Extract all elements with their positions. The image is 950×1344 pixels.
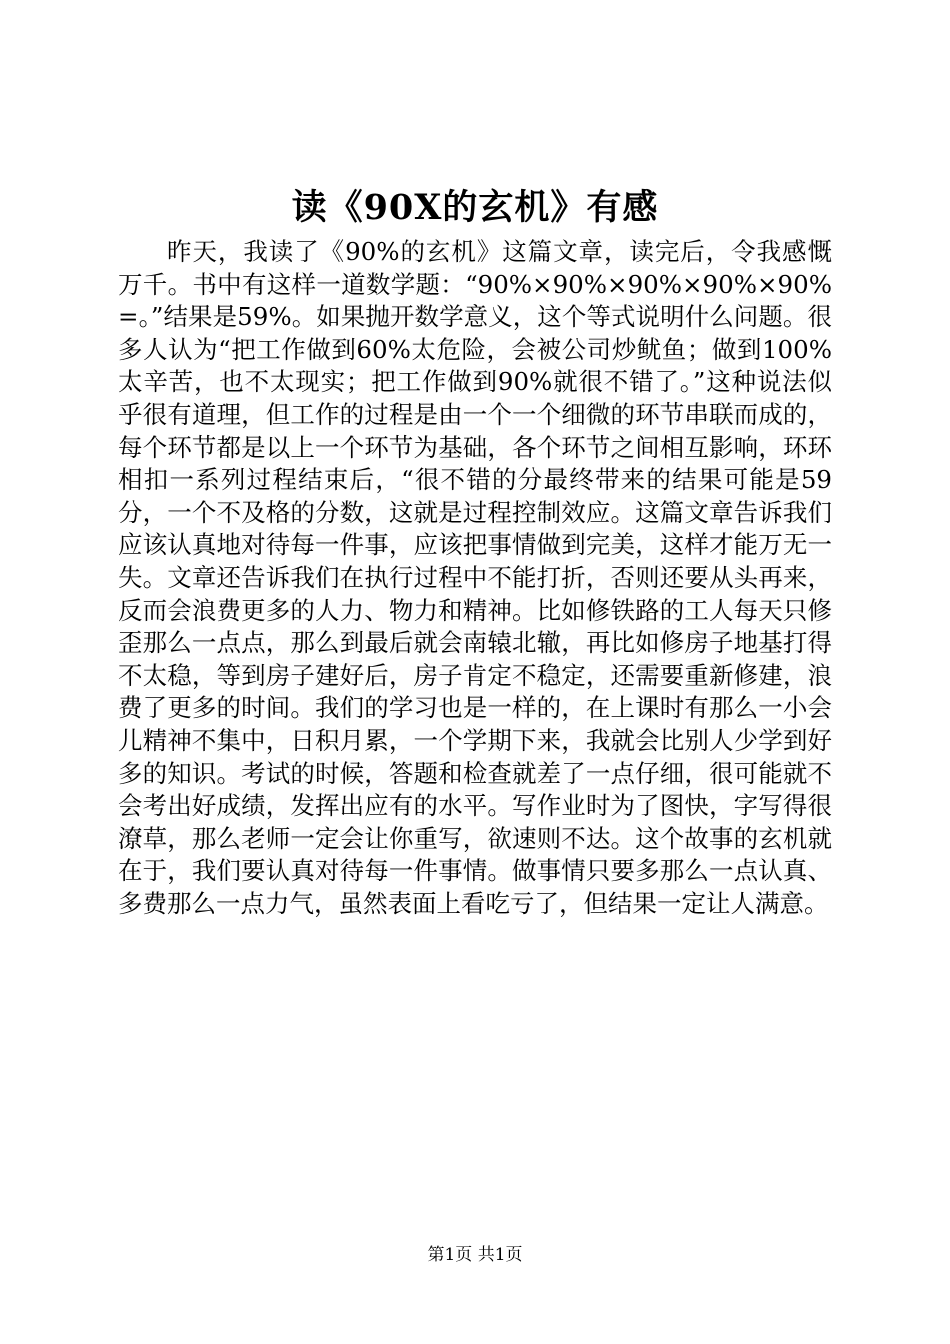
document-body: 昨天，我读了《90%的玄机》这篇文章，读完后，令我感慨万千。书中有这样一道数学题：“90%×90%×90%×90%×90%=。”结果是59%。如果抛开数学意义，这个等式说明什么问题。很多人认为“把工作做到60%太危险，会被公司炒鱿鱼；做到100%太辛苦，也不太现实；把工作做到90%就很不错了。”这种说法似乎很有道理，但工作的过程是由一个一个细微的环节串联而成的，每个环节都是以上一个环节为基础，各个环节之间相互影响，环环相扣一系列过程结束后，“很不错的分最终带来的结果可能是59分，一个不及格的分数，这就是过程控制效应。这篇文章告诉我们应该认真地对待每一件事，应该把事情做到完美，这样才能万无一失。文章还告诉我们在执行过程中不能打折，否则还要从头再来，反而会浪费更多的人力、物力和精神。比如修铁路的工人每天只修歪那么一点点，那么到最后就会南辕北辙，再比如修房子地基打得不太稳，等到房子建好后，房子肯定不稳定，还需要重新修建，浪费了更多的时间。我们的学习也是一样的，在上课时有那么一小会儿精神不集中，日积月累，一个学期下来，我就会比别人少学到好多的知识。考试的时候，答题和检查就差了一点仔细，很可能就不会考出好成绩，发挥出应有的水平。写作业时为了图快，字写得很潦草，那么老师一定会让你重写，欲速则不达。这个故事的玄机就在于，我们要认真对待每一件事情。做事情只要多那么一点认真、多费那么一点力气，虽然表面上看吃亏了，但结果一定让人满意。 xyxy=(118,237,832,918)
document-title: 读《90X的玄机》有感 xyxy=(291,187,659,228)
page-footer: 第1页 共1页 xyxy=(427,1245,523,1265)
